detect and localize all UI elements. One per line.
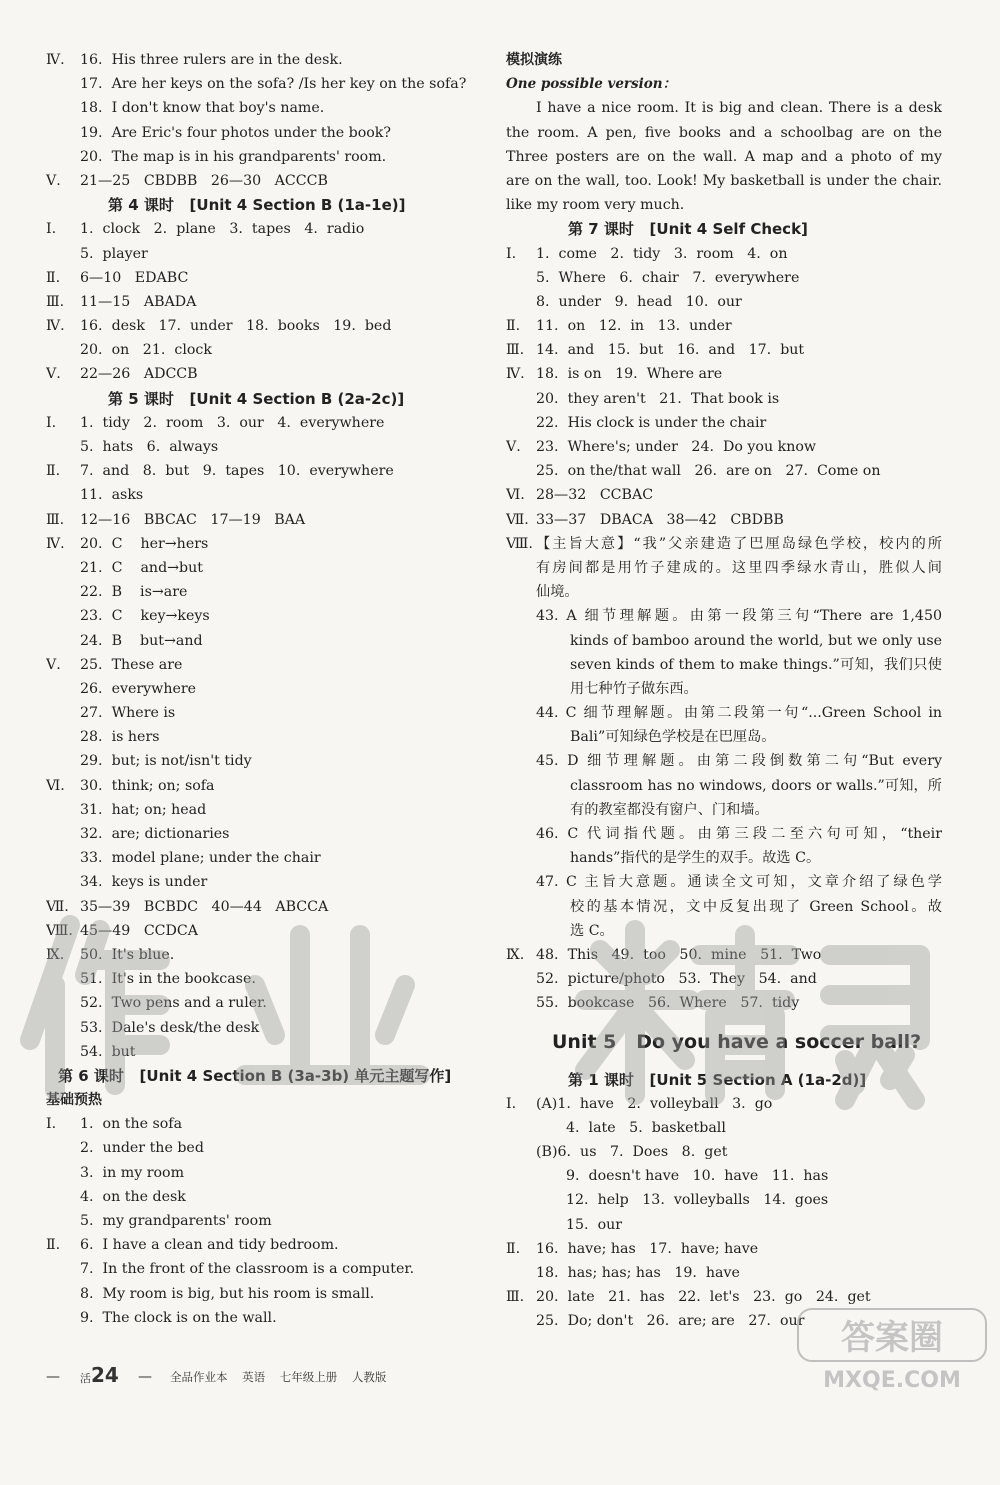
left-column — [46, 48, 470, 1330]
answer-text: 8. under 9. head 10. our — [536, 293, 742, 310]
answer-text: 25. Do; don't 26. are; are 27. our — [536, 1313, 805, 1330]
answer-text: 54. but — [80, 1043, 136, 1060]
answer-line — [506, 459, 942, 483]
section-numeral: Ⅳ. — [46, 535, 65, 552]
answer-line — [46, 991, 470, 1015]
answer-text: 15. our — [566, 1216, 623, 1233]
section-numeral: Ⅲ. — [46, 293, 65, 310]
answer-text: 16. desk 17. under 18. books 19. bed — [80, 318, 392, 335]
section-numeral: Ⅴ. — [46, 366, 61, 383]
paragraph-text: the room. A pen, five books and a schoolbag are on the — [506, 124, 942, 141]
paragraph-text: 用七种竹子做东西。 — [570, 680, 698, 697]
answer-text: 7. In the front of the classroom is a computer. — [80, 1261, 415, 1278]
answer-text: 6—10 EDABC — [80, 269, 189, 286]
answer-text: 22—26 ADCCB — [80, 366, 198, 383]
answer-text: 23. C key→keys — [80, 608, 210, 625]
answer-text: 22. His clock is under the chair — [536, 414, 767, 431]
answer-text: 50. It's blue. — [80, 946, 175, 963]
answer-line — [46, 1257, 470, 1281]
answer-text: 18. is on 19. Where are — [536, 366, 723, 383]
answer-text: 23. Where's; under 24. Do you know — [536, 439, 817, 455]
paragraph-line — [506, 774, 942, 798]
lesson-heading — [46, 387, 470, 411]
lesson-heading — [46, 193, 470, 217]
answer-line — [46, 1282, 470, 1306]
answer-line — [46, 749, 470, 773]
answer-line — [46, 532, 470, 556]
section-numeral: Ⅲ. — [506, 342, 525, 359]
answer-text: 4. on the desk — [80, 1188, 186, 1205]
paragraph-text: 仙境。 — [536, 584, 579, 601]
answer-text: 6. I have a clean and tidy bedroom. — [80, 1237, 339, 1254]
paragraph-line — [506, 725, 942, 749]
paragraph-text: 选 C。 — [570, 922, 614, 939]
section-label-text: 基础预热 — [46, 1092, 102, 1109]
paragraph-text: like my room very much. — [506, 197, 685, 214]
paragraph-line — [506, 121, 942, 145]
answer-text: 25. on the/that wall 26. are on 27. Come on — [536, 463, 881, 480]
section-label-text: 模拟演练 — [506, 52, 562, 68]
page-number-prefix: 活 — [80, 1372, 91, 1385]
answer-text: 11. asks — [80, 487, 144, 504]
section-numeral: Ⅱ. — [506, 1240, 521, 1257]
answer-text: 18. has; has; has 19. have — [536, 1265, 740, 1281]
answer-line — [46, 290, 470, 314]
corner-logo — [794, 1303, 990, 1397]
answer-text: 21—25 CBDBB 26—30 ACCCB — [80, 172, 328, 189]
answer-text: 17. Are her keys on the sofa? /Is her key on the sofa? — [80, 76, 467, 93]
paragraph-line — [506, 653, 942, 677]
answer-text: 29. but; is not/isn't tidy — [80, 753, 252, 770]
answer-line — [506, 1164, 942, 1188]
section-numeral: Ⅱ. — [46, 463, 61, 480]
answer-line — [46, 798, 470, 822]
paragraph-line — [506, 701, 942, 725]
answer-text: 3. in my room — [80, 1164, 185, 1181]
answer-text: 19. Are Eric's four photos under the book? — [80, 124, 392, 141]
paragraph-text: kinds of bamboo around the world, but we only use — [570, 632, 942, 649]
answer-text: 5. my grandparents' room — [80, 1213, 272, 1229]
answer-line — [46, 217, 470, 241]
answer-text: 20. The map is in his grandparents' room. — [80, 148, 387, 165]
answer-text: 5. player — [80, 245, 148, 262]
answer-text: 1. come 2. tidy 3. room 4. on — [536, 245, 788, 262]
answer-line — [46, 1233, 470, 1257]
paragraph-line — [506, 96, 942, 120]
answer-line — [506, 266, 942, 290]
section-numeral: Ⅰ. — [506, 245, 517, 262]
answer-text: 30. think; on; sofa — [80, 777, 215, 794]
section-numeral: Ⅲ. — [506, 1289, 525, 1306]
answer-line — [46, 362, 470, 386]
section-numeral: Ⅶ. — [46, 898, 69, 915]
lesson-heading — [46, 1064, 470, 1088]
answer-line — [46, 653, 470, 677]
lesson-heading — [506, 1068, 942, 1092]
paragraph-text: 43. A 细节理解题。由第一段第三句“There are 1,450 — [536, 608, 942, 625]
corner-logo-main: 答案圈 — [841, 1318, 943, 1358]
version-label-text: One possible version： — [506, 76, 677, 93]
paragraph-text: 校的基本情况，文中反复出现了 Green School。故 — [570, 898, 942, 915]
answer-line — [46, 96, 470, 120]
paragraph-line — [506, 677, 942, 701]
answer-line — [46, 121, 470, 145]
paragraph-line — [506, 870, 942, 894]
paragraph-line — [506, 919, 942, 943]
answer-text: 20. they aren't 21. That book is — [536, 390, 780, 407]
section-numeral: Ⅲ. — [46, 511, 65, 528]
answer-line — [46, 943, 470, 967]
answer-text: 20. on 21. clock — [80, 342, 212, 359]
answer-line — [46, 1306, 470, 1330]
lesson-heading-text: 第 4 课时 [Unit 4 Section B (1a-1e)] — [108, 196, 406, 215]
answer-line — [46, 1161, 470, 1185]
answer-text: 52. picture/photo 53. They 54. and — [536, 971, 817, 988]
answer-text: 16. have; has 17. have; have — [536, 1240, 759, 1257]
section-numeral: Ⅴ. — [46, 656, 61, 673]
answer-line — [46, 822, 470, 846]
paragraph-line — [506, 846, 942, 870]
section-numeral: Ⅴ. — [506, 439, 521, 455]
paragraph-text: 46. C 代词指代题。由第三段二至六句可知，“their — [536, 826, 942, 842]
paragraph-text: classroom has no windows, doors or walls.”可知，所 — [570, 777, 942, 794]
lesson-heading-text: 第 6 课时 [Unit 4 Section B (3a-3b) 单元主题写作] — [58, 1066, 452, 1085]
answer-line — [506, 290, 942, 314]
answer-line — [506, 411, 942, 435]
answer-line — [46, 774, 470, 798]
paragraph-line — [506, 895, 942, 919]
paragraph-text: 47. C 主旨大意题。通读全文可知，文章介绍了绿色学 — [536, 874, 942, 891]
answer-line — [506, 338, 942, 362]
answer-line — [46, 1185, 470, 1209]
answer-text: 4. late 5. basketball — [566, 1119, 726, 1136]
answer-line — [506, 1116, 942, 1140]
paragraph-text: 有的教室都没有窗户、门和墙。 — [570, 801, 769, 818]
answer-line — [506, 943, 942, 967]
paragraph-line — [506, 580, 942, 604]
book-info: 全品作业本 英语 七年级上册 人教版 — [170, 1370, 387, 1384]
answer-line — [46, 870, 470, 894]
answer-text: 31. hat; on; head — [80, 801, 207, 818]
paragraph-line — [506, 629, 942, 653]
answer-text: 12. help 13. volleyballs 14. goes — [566, 1192, 829, 1209]
answer-line — [46, 435, 470, 459]
answer-line — [46, 580, 470, 604]
paragraph-line — [506, 604, 942, 628]
answer-line — [46, 1040, 470, 1064]
section-numeral: Ⅶ. — [506, 511, 529, 528]
paragraph-text: Three posters are on the wall. A map and a photo of my — [506, 148, 942, 165]
answer-line — [506, 387, 942, 411]
answer-text: 8. My room is big, but his room is small. — [80, 1285, 375, 1302]
answer-line — [506, 967, 942, 991]
answer-text: 27. Where is — [80, 705, 176, 722]
answer-line — [506, 1213, 942, 1237]
answer-text: 20. C her→hers — [80, 535, 209, 552]
answer-line — [46, 48, 470, 72]
section-numeral: Ⅵ. — [46, 777, 65, 794]
paragraph-line — [506, 169, 942, 193]
section-numeral: Ⅸ. — [46, 946, 65, 963]
section-numeral: Ⅳ. — [46, 318, 65, 335]
paragraph-text: hands”指代的是学生的双手。故选 C。 — [570, 850, 821, 867]
answer-line — [506, 314, 942, 338]
section-numeral: Ⅰ. — [46, 414, 57, 431]
answer-text: (B)6. us 7. Does 8. get — [536, 1144, 728, 1161]
answer-text: 28—32 CCBAC — [536, 487, 654, 504]
answer-text: 26. everywhere — [80, 680, 197, 697]
answer-line — [46, 411, 470, 435]
answer-line — [46, 701, 470, 725]
answer-line — [46, 846, 470, 870]
answer-line — [506, 508, 942, 532]
answer-line — [46, 629, 470, 653]
paragraph-text: Bali”可知绿色学校是在巴厘岛。 — [570, 729, 776, 746]
section-label — [46, 1088, 470, 1112]
paragraph-text: I have a nice room. It is big and clean. There is a desk — [536, 100, 942, 117]
section-numeral: Ⅰ. — [506, 1095, 517, 1112]
section-numeral: Ⅷ. — [46, 922, 73, 939]
answer-line — [46, 338, 470, 362]
answer-line — [46, 677, 470, 701]
answer-line — [506, 435, 942, 459]
answer-line — [506, 991, 942, 1015]
paragraph-line — [506, 749, 942, 773]
lesson-heading-text: 第 7 课时 [Unit 4 Self Check] — [568, 220, 808, 239]
answer-text: 5. Where 6. chair 7. everywhere — [536, 269, 800, 286]
answer-text: 28. is hers — [80, 729, 160, 746]
answer-text: 16. His three rulers are in the desk. — [80, 52, 343, 68]
answer-line — [46, 967, 470, 991]
answer-text: 51. It's in the bookcase. — [80, 971, 256, 988]
answer-text: 20. late 21. has 22. let's 23. go 24. get — [536, 1289, 871, 1306]
answer-text: 32. are; dictionaries — [80, 826, 230, 842]
answer-text: 11. on 12. in 13. under — [536, 318, 732, 335]
answer-line — [46, 1016, 470, 1040]
corner-logo-url: MXQE.COM — [823, 1368, 961, 1393]
answer-line — [506, 242, 942, 266]
unit-title-text: Unit 5 Do you have a soccer ball? — [552, 1030, 922, 1053]
answer-text: 18. I don't know that boy's name. — [80, 100, 325, 117]
page-number — [80, 1363, 119, 1391]
answer-text: 9. doesn't have 10. have 11. has — [566, 1168, 829, 1185]
answer-text: 1. clock 2. plane 3. tapes 4. radio — [80, 221, 365, 238]
paragraph-text: seven kinds of them to make things.”可知，我们只使 — [570, 656, 942, 673]
answer-text: 53. Dale's desk/the desk — [80, 1019, 260, 1036]
lesson-heading-text: 第 5 课时 [Unit 4 Section B (2a-2c)] — [108, 389, 405, 408]
version-label — [506, 72, 942, 96]
answer-text: 24. B but→and — [80, 632, 203, 649]
answer-line — [46, 1136, 470, 1160]
answer-line — [46, 725, 470, 749]
answer-line — [46, 604, 470, 628]
answer-text: 9. The clock is on the wall. — [80, 1309, 277, 1326]
answer-line — [46, 242, 470, 266]
answer-line — [506, 1237, 942, 1261]
answer-line — [46, 483, 470, 507]
answer-line — [46, 1112, 470, 1136]
answer-text: 2. under the bed — [80, 1140, 204, 1157]
paragraph-line — [506, 532, 942, 556]
answer-text: 33. model plane; under the chair — [80, 850, 321, 867]
answer-line — [506, 483, 942, 507]
paragraph-text: 45. D 细节理解题。由第二段倒数第二句“But every — [536, 753, 942, 770]
answer-text: 5. hats 6. always — [80, 439, 219, 455]
answer-line — [46, 895, 470, 919]
answer-text: 1. on the sofa — [80, 1116, 183, 1133]
section-label — [506, 48, 942, 72]
section-numeral: Ⅰ. — [46, 221, 57, 238]
paragraph-line — [506, 822, 942, 846]
answer-line — [46, 556, 470, 580]
answer-line — [46, 1209, 470, 1233]
section-numeral: Ⅴ. — [46, 172, 61, 189]
answer-line — [506, 1092, 942, 1116]
section-numeral: Ⅷ. — [506, 535, 533, 552]
paragraph-line — [506, 798, 942, 822]
answer-line — [506, 1140, 942, 1164]
answer-line — [46, 145, 470, 169]
answer-line — [506, 1261, 942, 1285]
answer-line — [46, 314, 470, 338]
lesson-heading-text: 第 1 课时 [Unit 5 Section A (1a-2d)] — [568, 1070, 867, 1089]
answer-text: 21. C and→but — [80, 559, 203, 576]
answer-text: 34. keys is under — [80, 874, 208, 891]
answer-text: 33—37 DBACA 38—42 CBDBB — [536, 511, 784, 528]
section-numeral: Ⅰ. — [46, 1116, 57, 1133]
footer-dash-right: — — [138, 1369, 152, 1385]
answer-line — [506, 362, 942, 386]
answer-line — [46, 919, 470, 943]
section-numeral: Ⅸ. — [506, 946, 525, 963]
paragraph-text: 【主旨大意】“我”父亲建造了巴厘岛绿色学校，校内的所 — [536, 535, 942, 552]
answer-line — [46, 508, 470, 532]
answer-line — [46, 266, 470, 290]
answer-text: 11—15 ABADA — [80, 293, 197, 310]
section-numeral: Ⅳ. — [506, 366, 525, 383]
answer-text: 45—49 CCDCA — [80, 922, 199, 939]
section-numeral: Ⅵ. — [506, 487, 525, 504]
right-column — [506, 48, 942, 1334]
lesson-heading — [506, 217, 942, 241]
answer-text: 22. B is→are — [80, 584, 188, 601]
answer-text: 12—16 BBCAC 17—19 BAA — [80, 511, 306, 528]
unit-title — [506, 1016, 942, 1068]
answer-text: 25. These are — [80, 656, 183, 673]
answer-text: 35—39 BCBDC 40—44 ABCCA — [80, 898, 329, 915]
answer-text: (A)1. have 2. volleyball 3. go — [536, 1095, 773, 1112]
paragraph-text: are on the wall, too. Look! My basketball is under the chair. — [506, 172, 942, 189]
paragraph-line — [506, 556, 942, 580]
answer-text: 14. and 15. but 16. and 17. but — [536, 342, 805, 359]
answer-line — [46, 169, 470, 193]
paragraph-line — [506, 193, 942, 217]
section-numeral: Ⅱ. — [46, 269, 61, 286]
paragraph-line — [506, 145, 942, 169]
section-numeral: Ⅳ. — [46, 52, 65, 68]
answer-line — [46, 72, 470, 96]
answer-line — [46, 459, 470, 483]
answer-text: 48. This 49. too 50. mine 51. Two — [536, 946, 822, 963]
answer-text: 52. Two pens and a ruler. — [80, 995, 267, 1012]
answer-text: 7. and 8. but 9. tapes 10. everywhere — [80, 463, 394, 480]
page-number-value: 24 — [91, 1363, 119, 1387]
answer-text: 55. bookcase 56. Where 57. tidy — [536, 995, 800, 1012]
paragraph-text: 44. C 细节理解题。由第二段第一句“...Green School in — [536, 705, 942, 722]
footer-dash-left: — — [46, 1369, 60, 1385]
section-numeral: Ⅱ. — [506, 318, 521, 335]
paragraph-text: 有房间都是用竹子建成的。这里四季绿水青山，胜似人间 — [536, 559, 942, 576]
answer-text: 1. tidy 2. room 3. our 4. everywhere — [80, 414, 385, 431]
section-numeral: Ⅱ. — [46, 1237, 61, 1254]
answer-line — [506, 1188, 942, 1212]
